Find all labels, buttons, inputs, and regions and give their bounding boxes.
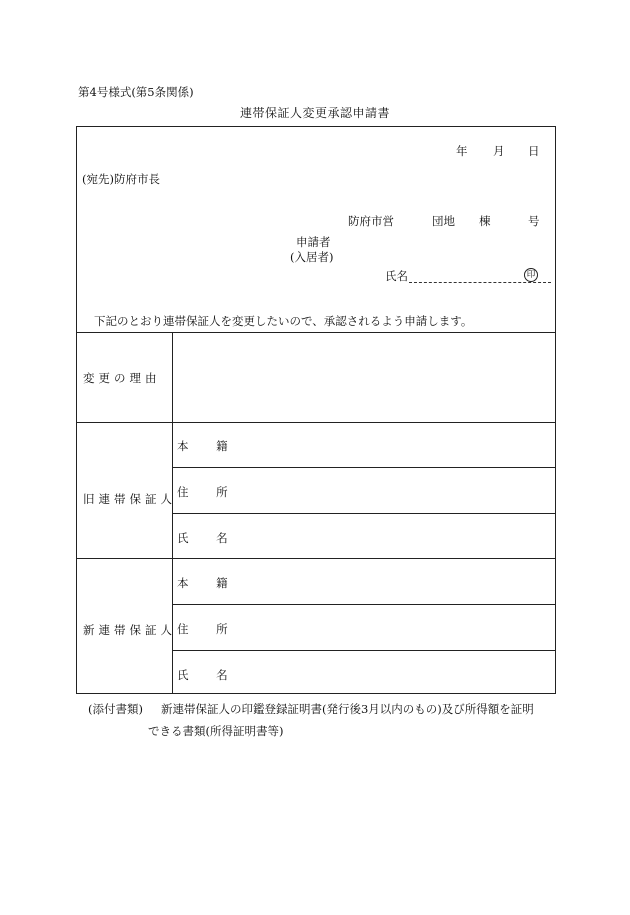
seal-mark: 印 <box>524 268 538 282</box>
attachments-label: (添付書類) <box>88 702 143 716</box>
old-shimei-label: 氏 名 <box>177 531 240 545</box>
old-guarantor-label: 旧連帯保証人 <box>83 492 176 506</box>
old-honseki-label: 本 籍 <box>177 439 240 453</box>
reason-label: 変更の理由 <box>83 371 161 385</box>
address-gou: 号 <box>528 214 540 228</box>
divider-reason <box>77 422 555 423</box>
date-month-label: 月 <box>493 144 505 158</box>
old-jusho-label: 住 所 <box>177 485 240 499</box>
date-year-label: 年 <box>456 144 468 158</box>
attachments-line1: 新連帯保証人の印鑑登録証明書(発行後3月以内のもの)及び所得額を証明 <box>161 702 534 716</box>
divider-new-row2 <box>172 650 555 651</box>
reason-field[interactable] <box>172 334 554 419</box>
divider-old-row1 <box>172 467 555 468</box>
address-tou: 棟 <box>479 214 491 228</box>
new-honseki-label: 本 籍 <box>177 576 240 590</box>
divider-old-row2 <box>172 513 555 514</box>
attachments-line2: できる書類(所得証明書等) <box>148 724 284 738</box>
statement: 下記のとおり連帯保証人を変更したいので、承認されるよう申請します。 <box>94 314 473 328</box>
form-number: 第4号様式(第5条関係) <box>78 85 194 99</box>
new-shimei-label: 氏 名 <box>177 668 240 682</box>
applicant-sub-label: (入居者) <box>290 250 334 264</box>
signature-line <box>409 282 551 283</box>
new-guarantor-label: 新連帯保証人 <box>83 623 176 637</box>
applicant-label: 申請者 <box>296 235 331 249</box>
address-danchi: 団地 <box>432 214 455 228</box>
divider-new-row1 <box>172 604 555 605</box>
new-jusho-label: 住 所 <box>177 622 240 636</box>
divider-old-new <box>77 558 555 559</box>
date-day-label: 日 <box>528 144 540 158</box>
addressee: (宛先)防府市長 <box>82 172 160 186</box>
divider-top-section <box>77 332 555 333</box>
address-prefix: 防府市営 <box>348 214 394 228</box>
name-label: 氏名 <box>385 269 408 283</box>
document-title: 連帯保証人変更承認申請書 <box>239 106 390 120</box>
